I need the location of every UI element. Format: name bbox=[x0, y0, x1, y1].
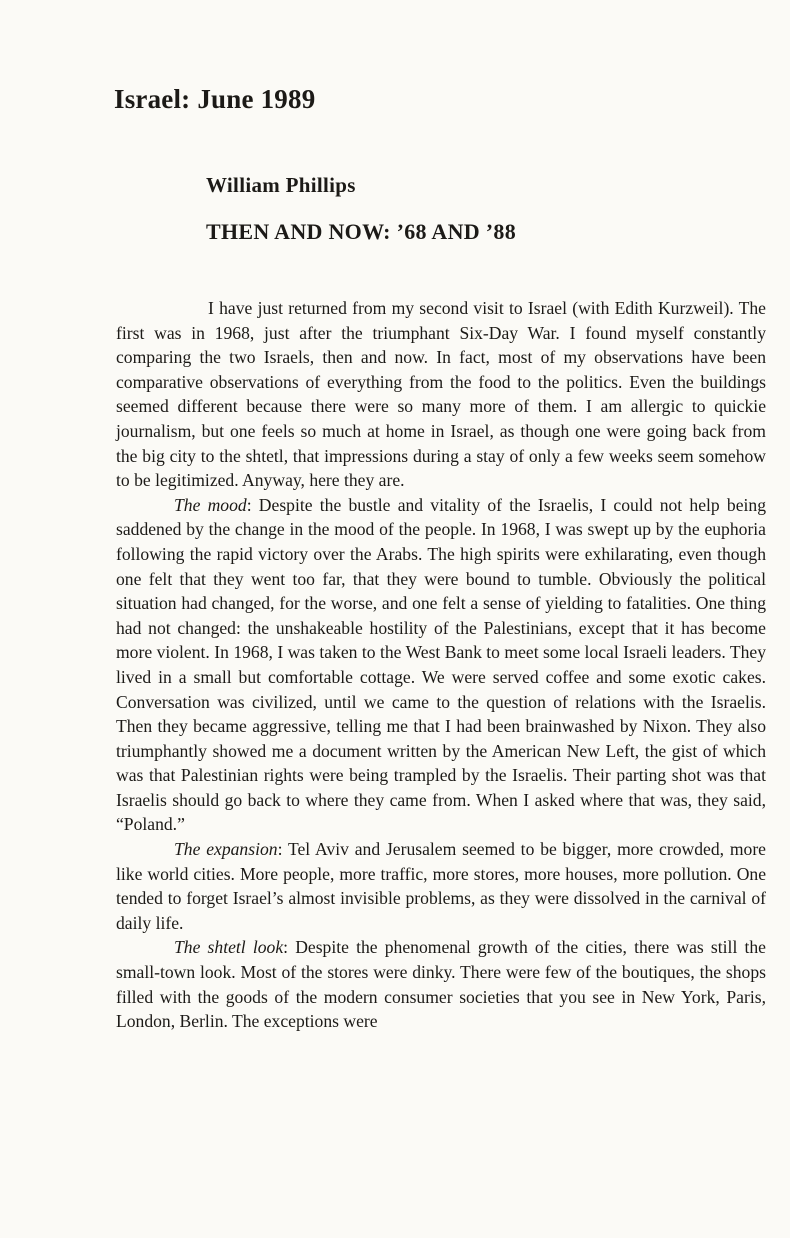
paragraph-lead: The mood bbox=[174, 494, 247, 515]
article-title: THEN AND NOW: ’68 AND ’88 bbox=[206, 219, 517, 244]
article-body bbox=[116, 296, 766, 1034]
paragraph-text: : Tel Aviv and Jerusalem seemed to be bigger, more crowded, more like world cities. More people, more traffic, more stores, more houses, more pollution. One tended to forget Israel’s almost invisible problems, as they were dissolved in the carnival of daily life. bbox=[116, 839, 766, 933]
paragraph bbox=[116, 935, 766, 1033]
paragraph-text: : Despite the phenomenal growth of the cities, there was still the small-town look. Most of the stores were dinky. There were few of the boutiques, the shops filled with the goods of the modern consumer societies that you see in New York, Paris, London, Berlin. The exceptions were bbox=[116, 937, 766, 1032]
paragraph-lead: The shtetl look bbox=[174, 937, 284, 958]
author-name: William Phillips bbox=[206, 173, 356, 197]
paragraph-lead: The expansion bbox=[174, 839, 278, 860]
paragraph bbox=[116, 296, 766, 493]
section-title: Israel: June 1989 bbox=[114, 84, 316, 114]
paragraph-text: I have just returned from my second visit to Israel (with Edith Kurzweil). The first was in 1968, just after the triumphant Six-Day War. I found myself constantly comparing the two Israels, then and now. In fact, most of my observations have been comparative observations of everything from the food to the politics. Even the buildings seemed different because there were so many more of them. I am allergic to quickie journalism, but one feels so much at home in Israel, as though one were going back from the big city to the shtetl, that impressions during a stay of only a few weeks seem somehow to be legitimized. Anyway, here they are. bbox=[116, 298, 766, 491]
paragraph bbox=[116, 837, 766, 935]
paragraph-text: : Despite the bustle and vitality of the Israelis, I could not help being saddened by the change in the mood of the people. In 1968, I was swept up by the euphoria following the rapid victory over the Arabs. The high spirits were exhilarating, even though one felt that they went too far, that they were bound to tumble. Obviously the political situation had changed, for the worse, and one felt a sense of yielding to fatalities. One thing had not changed: the unshakeable hostility of the Palestinians, except that it has become more violent. In 1968, I was taken to the West Bank to meet some local Israeli leaders. They lived in a small but comfortable cottage. We were served coffee and some exotic cakes. Conversation was civilized, until we came to the question of relations with the Israelis. Then they became aggressive, telling me that I had been brainwashed by Nixon. They also triumphantly showed me a document written by the American New Left, the gist of which was that Palestinian rights were being trampled by the Israelis. Their parting shot was that Israelis should go back to where they came from. When I asked where that was, they said, “Poland.” bbox=[116, 494, 766, 835]
paragraph bbox=[116, 493, 766, 837]
